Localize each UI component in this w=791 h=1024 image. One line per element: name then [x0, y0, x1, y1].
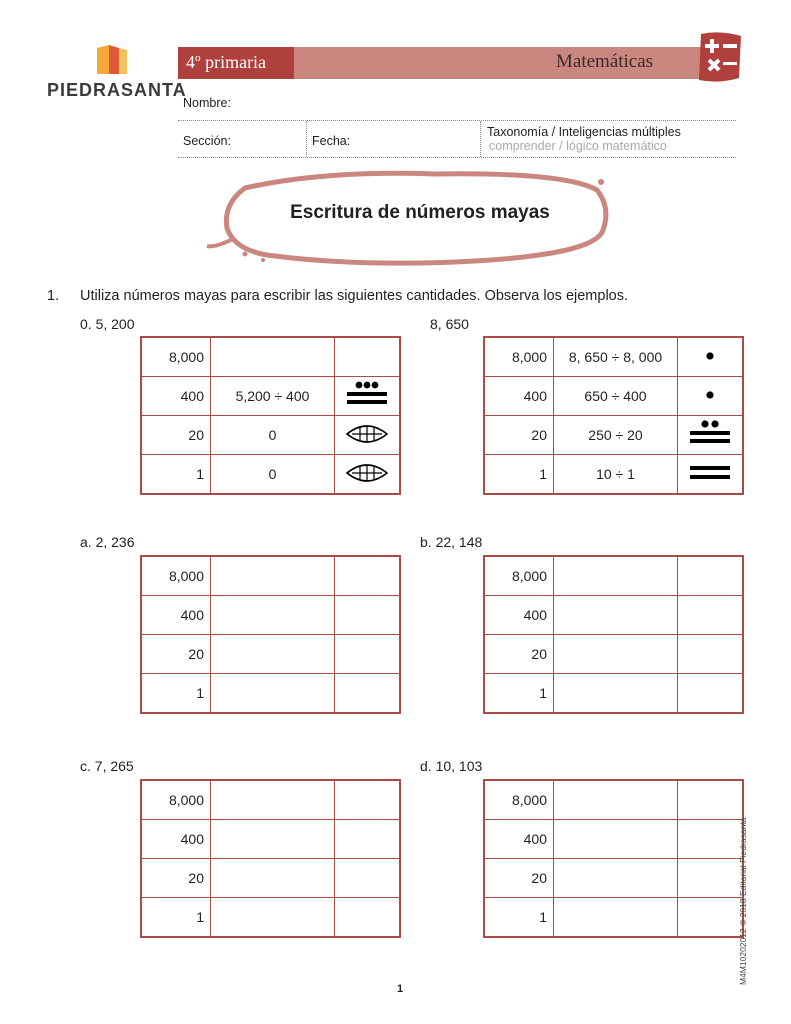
maya-answer-cell[interactable] [678, 820, 744, 859]
nombre-label: Nombre: [183, 96, 231, 110]
piedrasanta-logo-icon [95, 44, 129, 76]
table-row [484, 416, 743, 455]
place-value-cell: 8,000 [141, 337, 211, 377]
operation-answer-cell[interactable] [211, 635, 335, 674]
maya-twelve-icon [688, 419, 732, 449]
maya-answer-cell[interactable] [335, 596, 401, 635]
exercise-table-a [140, 555, 401, 714]
operation-answer-cell[interactable] [211, 780, 335, 820]
operation-cell: 0 [211, 455, 335, 495]
place-value-cell: 400 [484, 596, 554, 635]
subject-label: Matemáticas [556, 51, 654, 72]
operation-answer-cell[interactable] [554, 859, 678, 898]
table-row [484, 455, 743, 495]
table-row [484, 377, 743, 416]
operation-answer-cell[interactable] [211, 898, 335, 938]
seccion-label: Sección: [183, 134, 231, 148]
maya-glyph-cell [678, 337, 744, 377]
operation-answer-cell[interactable] [211, 859, 335, 898]
maya-answer-cell[interactable] [678, 674, 744, 714]
maya-answer-cell[interactable] [678, 780, 744, 820]
place-value-cell: 1 [141, 898, 211, 938]
operation-cell: 8, 650 ÷ 8, 000 [554, 337, 678, 377]
table-row [141, 780, 400, 820]
example-table-0 [140, 336, 401, 495]
operation-answer-cell[interactable] [211, 820, 335, 859]
maya-answer-cell[interactable] [335, 820, 401, 859]
operation-answer-cell[interactable] [211, 674, 335, 714]
divider [480, 121, 481, 157]
example-label: 8, 650 [430, 316, 469, 332]
place-value-cell: 20 [141, 635, 211, 674]
place-value-cell: 400 [141, 377, 211, 416]
place-value-cell: 20 [141, 416, 211, 455]
place-value-cell: 1 [484, 898, 554, 938]
table-row [484, 337, 743, 377]
maya-answer-cell[interactable] [335, 635, 401, 674]
table-row [141, 859, 400, 898]
table-row [484, 780, 743, 820]
maya-answer-cell[interactable] [335, 674, 401, 714]
place-value-cell: 1 [141, 455, 211, 495]
taxonomia-label: Taxonomía / Inteligencias múltiples [487, 125, 681, 139]
place-value-cell: 1 [141, 674, 211, 714]
operation-cell [211, 337, 335, 377]
maya-answer-cell[interactable] [335, 859, 401, 898]
exercise-table-c [140, 779, 401, 938]
maya-answer-cell[interactable] [678, 859, 744, 898]
operation-cell: 250 ÷ 20 [554, 416, 678, 455]
place-value-cell: 400 [141, 820, 211, 859]
operation-answer-cell[interactable] [554, 780, 678, 820]
place-value-cell: 400 [141, 596, 211, 635]
maya-glyph-cell [678, 377, 744, 416]
maya-glyph-cell [678, 455, 744, 495]
table-row [141, 635, 400, 674]
page-title: Escritura de números mayas [290, 202, 550, 223]
maya-glyph-cell [335, 377, 401, 416]
place-value-cell: 8,000 [484, 556, 554, 596]
maya-answer-cell[interactable] [335, 556, 401, 596]
operation-cell: 650 ÷ 400 [554, 377, 678, 416]
table-row [484, 556, 743, 596]
table-row [484, 596, 743, 635]
maya-ten-icon [688, 463, 732, 483]
table-row [141, 455, 400, 495]
place-value-cell: 8,000 [484, 337, 554, 377]
exercise-label: b. 22, 148 [420, 534, 483, 550]
math-operations-icon [695, 30, 745, 84]
maya-glyph-cell [335, 337, 401, 377]
table-row [141, 820, 400, 859]
table-row [141, 377, 400, 416]
place-value-cell: 20 [484, 416, 554, 455]
maya-eight-icon [345, 380, 389, 410]
exercise-label: a. 2, 236 [80, 534, 135, 550]
maya-answer-cell[interactable] [678, 898, 744, 938]
place-value-cell: 400 [484, 377, 554, 416]
maya-answer-cell[interactable] [678, 635, 744, 674]
fecha-label: Fecha: [312, 134, 351, 148]
operation-answer-cell[interactable] [211, 596, 335, 635]
table-row [484, 859, 743, 898]
place-value-cell: 20 [141, 859, 211, 898]
table-row [484, 898, 743, 938]
table-row [141, 416, 400, 455]
operation-cell: 10 ÷ 1 [554, 455, 678, 495]
maya-glyph-cell [335, 416, 401, 455]
place-value-cell: 8,000 [484, 780, 554, 820]
question-number: 1. [47, 288, 60, 304]
grade-label: 4º primaria [186, 52, 267, 72]
place-value-cell: 400 [484, 820, 554, 859]
divider [178, 157, 736, 158]
place-value-cell: 20 [484, 635, 554, 674]
maya-answer-cell[interactable] [335, 780, 401, 820]
table-row [141, 337, 400, 377]
divider [306, 121, 307, 157]
place-value-cell: 8,000 [141, 556, 211, 596]
table-row [484, 674, 743, 714]
maya-one-dot-icon [704, 350, 716, 362]
page-number: 1 [397, 983, 404, 995]
operation-answer-cell[interactable] [554, 674, 678, 714]
operation-cell: 5,200 ÷ 400 [211, 377, 335, 416]
question-text: Utiliza números mayas para escribir las siguientes cantidades. Observa los ejemplos. [80, 288, 629, 304]
publisher-logo-text: PIEDRASANTA [47, 80, 187, 100]
maya-answer-cell[interactable] [678, 556, 744, 596]
operation-answer-cell[interactable] [554, 556, 678, 596]
maya-glyph-cell [335, 455, 401, 495]
table-row [141, 556, 400, 596]
copyright-side-text: M4M10202012 © 2018 Editorial Piedrasanta [738, 817, 748, 985]
maya-zero-shell-icon [344, 461, 390, 485]
example-label: 0. 5, 200 [80, 316, 135, 332]
divider [178, 120, 736, 121]
operation-answer-cell[interactable] [554, 898, 678, 938]
table-row [484, 635, 743, 674]
exercise-label: c. 7, 265 [80, 758, 134, 774]
table-row [484, 820, 743, 859]
operation-answer-cell[interactable] [211, 556, 335, 596]
exercise-table-b [483, 555, 744, 714]
maya-zero-shell-icon [344, 422, 390, 446]
operation-cell: 0 [211, 416, 335, 455]
taxonomia-values: comprender / lógico matemático [489, 139, 667, 153]
table-row [141, 596, 400, 635]
exercise-label: d. 10, 103 [420, 758, 483, 774]
operation-answer-cell[interactable] [554, 596, 678, 635]
place-value-cell: 20 [484, 859, 554, 898]
place-value-cell: 8,000 [141, 780, 211, 820]
table-row [141, 898, 400, 938]
example-table-1 [483, 336, 744, 495]
place-value-cell: 1 [484, 455, 554, 495]
maya-glyph-cell [678, 416, 744, 455]
maya-answer-cell[interactable] [678, 596, 744, 635]
operation-answer-cell[interactable] [554, 635, 678, 674]
table-row [141, 674, 400, 714]
exercise-table-d [483, 779, 744, 938]
place-value-cell: 1 [484, 674, 554, 714]
maya-answer-cell[interactable] [335, 898, 401, 938]
maya-one-dot-icon [704, 389, 716, 401]
operation-answer-cell[interactable] [554, 820, 678, 859]
